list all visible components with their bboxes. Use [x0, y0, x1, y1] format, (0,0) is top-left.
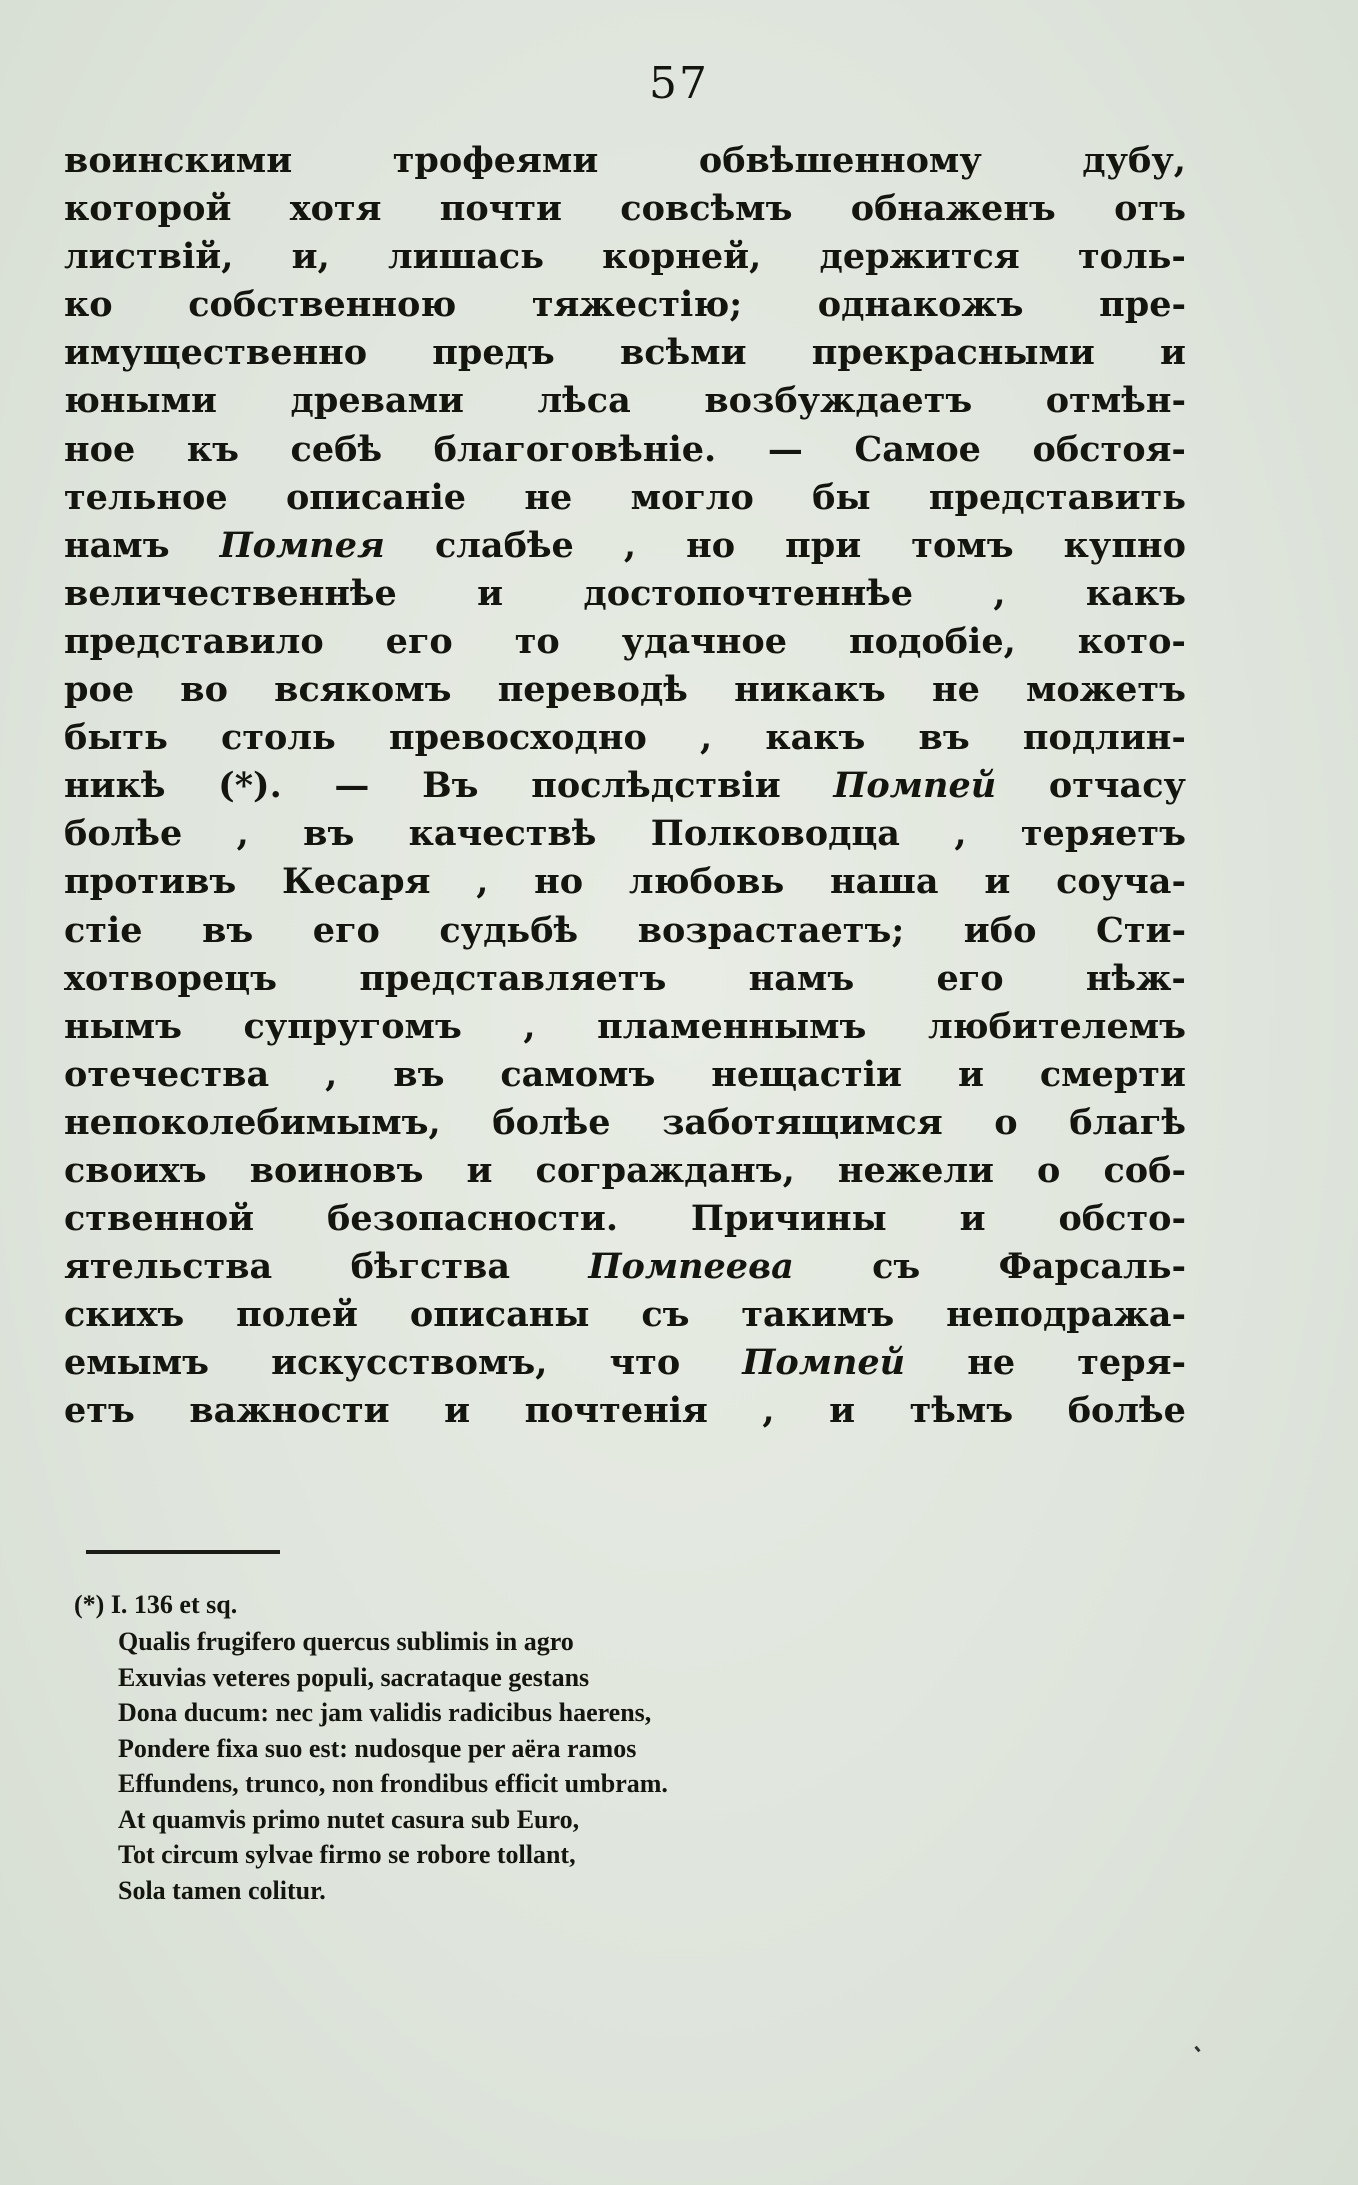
text-line	[64, 137, 1186, 185]
word: описаны	[409, 1294, 590, 1336]
word: обсто-	[1058, 1198, 1186, 1240]
text-line	[64, 858, 1186, 906]
word: не	[967, 1342, 1016, 1384]
word: юными	[64, 380, 217, 422]
word: лѣса	[537, 380, 631, 422]
word: полей	[236, 1294, 358, 1336]
word: тяжестію;	[531, 284, 743, 326]
word: нѣж-	[1085, 957, 1186, 999]
word: въ	[303, 813, 355, 855]
word: превосходно	[388, 717, 647, 759]
word: теря-	[1077, 1342, 1186, 1384]
text-line	[64, 1003, 1186, 1051]
text-line	[64, 618, 1186, 666]
footnote-divider	[86, 1550, 280, 1554]
word: но	[534, 861, 584, 903]
word: собственною	[188, 284, 457, 326]
word: любовь	[628, 861, 785, 903]
word: соуча-	[1056, 861, 1186, 903]
word: пре-	[1099, 284, 1186, 326]
footnote-reference: (*) I. 136 et sq.	[74, 1590, 238, 1619]
word: ственной	[64, 1198, 255, 1240]
word: описаніе	[285, 476, 467, 518]
word: подлин-	[1022, 717, 1186, 759]
word: (*).	[218, 765, 282, 807]
word: воинскими	[64, 140, 293, 181]
word: заботящимся	[662, 1101, 943, 1143]
word: о	[1037, 1149, 1061, 1191]
word: искусствомъ,	[271, 1342, 548, 1384]
word: неподража-	[946, 1294, 1186, 1336]
word: —	[334, 765, 370, 807]
word: Помпей	[742, 1342, 906, 1384]
text-line	[64, 762, 1186, 810]
footnote-verse-line: Pondere fixa suo est: nudosque per aëra ramos	[118, 1733, 637, 1763]
word: которой	[64, 188, 232, 230]
footnote-verse-line: Dona ducum: nec jam validis radicibus haerens,	[118, 1698, 652, 1727]
word: не	[524, 476, 573, 518]
word: трофеями	[392, 140, 599, 181]
word: ,	[476, 861, 489, 903]
word: слабѣе	[434, 524, 574, 566]
word: никѣ	[64, 765, 166, 807]
word: самомъ	[500, 1053, 656, 1095]
text-line	[64, 1387, 1186, 1435]
text-line	[64, 377, 1186, 425]
word: ятельства	[64, 1246, 273, 1288]
text-line	[64, 233, 1186, 281]
word: Полководца	[650, 813, 900, 855]
word: Кесаря	[282, 861, 431, 903]
word: что	[609, 1342, 681, 1384]
word: томъ	[911, 524, 1014, 566]
word: быть	[64, 717, 168, 759]
word: нымъ	[64, 1005, 182, 1047]
word: почтенія	[524, 1390, 708, 1432]
word: отчасу	[1048, 765, 1186, 807]
footnote-verse-line: Sola tamen colitur.	[118, 1875, 326, 1905]
word: пламеннымъ	[597, 1005, 867, 1047]
word: никакъ	[734, 669, 886, 711]
word: и,	[291, 236, 330, 278]
word: болѣе	[64, 813, 183, 855]
word: корней,	[602, 236, 762, 278]
text-line	[64, 570, 1186, 618]
word: важности	[189, 1390, 390, 1432]
text-line	[64, 666, 1186, 714]
word: какъ	[765, 717, 866, 759]
word: наша	[830, 861, 939, 903]
word: благоговѣніе.	[433, 428, 717, 470]
text-line	[64, 1291, 1186, 1339]
text-line	[64, 281, 1186, 329]
word: ,	[236, 813, 249, 855]
text-line	[64, 955, 1186, 1003]
word: и	[477, 572, 504, 614]
word: въ	[393, 1053, 445, 1095]
word: но	[686, 524, 736, 566]
word: и	[444, 1390, 471, 1432]
word: во	[180, 669, 228, 711]
word: всѣми	[619, 332, 747, 374]
word: въ	[202, 909, 254, 951]
text-line	[64, 907, 1186, 955]
text-line	[64, 426, 1186, 474]
word: ,	[523, 1005, 536, 1047]
word: и	[466, 1149, 493, 1191]
word: о	[994, 1101, 1018, 1143]
word: соб-	[1103, 1149, 1186, 1191]
text-line	[64, 522, 1186, 570]
word: его	[936, 957, 1004, 999]
word: стіе	[64, 909, 143, 951]
word: почти	[439, 188, 562, 230]
word: супругомъ	[243, 1005, 462, 1047]
word: судьбѣ	[439, 909, 579, 951]
word: въ	[918, 717, 970, 759]
word: удачное	[621, 620, 788, 662]
text-line	[64, 1147, 1186, 1195]
word: кото-	[1077, 620, 1186, 662]
word: то	[514, 620, 560, 662]
word: всякомъ	[274, 669, 452, 711]
word: ,	[325, 1053, 338, 1095]
word: съ	[641, 1294, 690, 1336]
word: предъ	[432, 332, 555, 374]
word: достопочтеннѣе	[583, 572, 914, 614]
word: обстоя-	[1032, 428, 1186, 470]
word: себѣ	[290, 428, 383, 470]
word: представить	[928, 476, 1186, 518]
word: ,	[699, 717, 713, 759]
word: емымъ	[64, 1342, 210, 1384]
word: тельное	[64, 476, 228, 518]
word: къ	[186, 428, 239, 470]
word: обвѣшенному	[698, 140, 982, 181]
word: представило	[64, 620, 324, 662]
word: ,	[993, 572, 1006, 614]
word: и	[957, 1053, 984, 1095]
word: противъ	[64, 861, 237, 903]
footnote	[74, 1586, 1174, 1908]
word: ,	[954, 813, 967, 855]
word: толь-	[1077, 236, 1186, 278]
word: любителемъ	[927, 1005, 1186, 1047]
word: ,	[623, 524, 637, 566]
word: столь	[221, 717, 336, 759]
footnote-verse-line: Exuvias veteres populi, sacrataque gestans	[118, 1662, 590, 1692]
word: совсѣмъ	[620, 188, 793, 230]
word: его	[312, 909, 380, 951]
word: представляетъ	[359, 957, 667, 999]
word: бы	[812, 476, 871, 518]
footnote-verse-line: Qualis frugifero quercus sublimis in agro	[118, 1627, 574, 1656]
word: Причины	[690, 1198, 887, 1240]
text-line	[64, 1195, 1186, 1243]
word: благѣ	[1069, 1101, 1186, 1143]
word: купно	[1063, 524, 1186, 566]
footnote-verse-line: Effundens, trunco, non frondibus efficit umbram.	[118, 1769, 668, 1798]
word: Самое	[854, 428, 981, 470]
word: съ	[872, 1246, 921, 1288]
word: болѣе	[492, 1101, 611, 1143]
word: однакожъ	[817, 284, 1024, 326]
text-line	[64, 474, 1186, 522]
word: не	[931, 669, 980, 711]
word: отъ	[1114, 188, 1186, 230]
text-line	[64, 1339, 1186, 1387]
page-number: 57	[649, 58, 709, 109]
text-line	[64, 1051, 1186, 1099]
main-text	[64, 137, 1186, 1436]
text-line	[64, 714, 1186, 762]
word: Сти-	[1095, 909, 1186, 951]
word: скихъ	[64, 1294, 185, 1336]
word: послѣдствіи	[531, 765, 781, 807]
footnote-verse-line: Tot circum sylvae firmo se robore tollant,	[118, 1840, 576, 1869]
word: бѣгства	[350, 1246, 511, 1288]
word: обнаженъ	[850, 188, 1056, 230]
word: нещастіи	[711, 1053, 902, 1095]
word: хотя	[289, 188, 382, 230]
word: Помпей	[833, 765, 997, 807]
text-line	[64, 1243, 1186, 1291]
word: отмѣн-	[1045, 380, 1186, 422]
word: намъ	[64, 524, 170, 566]
word: древами	[290, 380, 464, 422]
word: нежели	[837, 1149, 994, 1191]
paper-speck	[1194, 2046, 1200, 2053]
text-line	[64, 185, 1186, 233]
word: Фарсаль-	[998, 1246, 1186, 1288]
word: безопасности.	[327, 1198, 619, 1240]
word: рое	[64, 669, 135, 711]
word: какъ	[1085, 572, 1186, 614]
word: такимъ	[741, 1294, 895, 1336]
word: теряетъ	[1020, 813, 1186, 855]
word: ибо	[963, 909, 1037, 951]
word: непоколебимымъ,	[64, 1101, 441, 1143]
word: величественнѣе	[64, 572, 397, 614]
word: своихъ	[64, 1149, 207, 1191]
word: етъ	[64, 1390, 135, 1432]
text-line	[64, 329, 1186, 377]
word: хотворецъ	[64, 957, 278, 999]
word: листвій,	[64, 236, 234, 278]
word: его	[385, 620, 453, 662]
word: лишась	[387, 236, 544, 278]
text-line	[64, 1099, 1186, 1147]
word: Помпея	[219, 524, 385, 566]
word: можетъ	[1026, 669, 1186, 711]
word: прекрасными	[811, 332, 1095, 374]
footnote-verse-line: At quamvis primo nutet casura sub Euro,	[118, 1804, 580, 1834]
word: Помпеева	[588, 1246, 794, 1288]
word: смерти	[1039, 1053, 1186, 1095]
word: болѣе	[1067, 1390, 1186, 1432]
word: ко	[64, 284, 113, 326]
word: держится	[819, 236, 1020, 278]
word: согражданъ,	[535, 1149, 795, 1191]
word: ,	[762, 1390, 775, 1432]
word: переводѣ	[497, 669, 688, 711]
word: намъ	[748, 957, 855, 999]
text-line	[64, 810, 1186, 858]
word: качествѣ	[408, 813, 597, 855]
word: и	[1160, 332, 1186, 374]
word: возрастаетъ;	[637, 909, 905, 951]
word: отечества	[64, 1053, 270, 1095]
word: имущественно	[64, 332, 368, 374]
word: воиновъ	[249, 1149, 424, 1191]
word: —	[767, 428, 803, 470]
word: могло	[630, 476, 754, 518]
word: ное	[64, 428, 136, 470]
word: возбуждаетъ	[704, 380, 973, 422]
word: и	[959, 1198, 986, 1240]
word: и	[829, 1390, 856, 1432]
word: дубу,	[1082, 140, 1186, 181]
word: и	[984, 861, 1011, 903]
word: при	[785, 524, 862, 566]
word: Въ	[422, 765, 479, 807]
word: тѣмъ	[909, 1390, 1014, 1432]
word: подобіе,	[849, 620, 1016, 662]
